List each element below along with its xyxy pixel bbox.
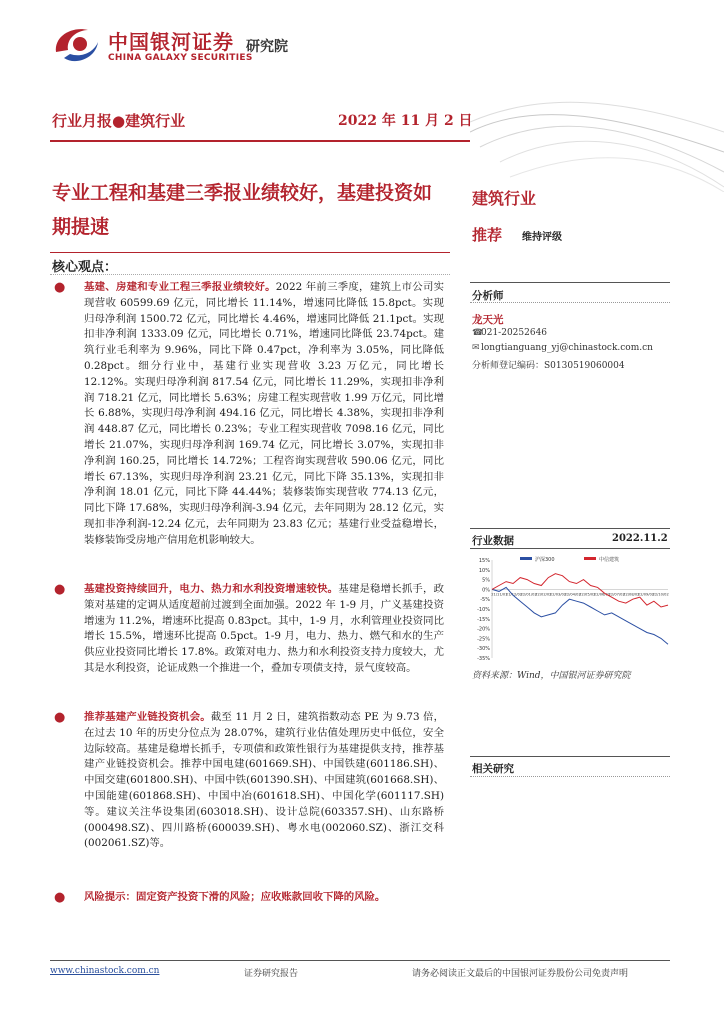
bullet-recommendation (56, 710, 444, 852)
galaxy-logo-icon (50, 22, 102, 68)
footer-disclaimer: 请务必阅读正文最后的中国银河证券股份公司免责声明 (412, 969, 629, 979)
bullet-lead: 基建投资持续回升，电力、热力和水利投资增速较快。 (84, 583, 339, 595)
bullet-risk (56, 890, 444, 906)
y-tick-label: -25% (477, 636, 490, 643)
legend-label: 中信建筑 (599, 557, 620, 563)
analyst-heading: 分析师 (472, 290, 504, 302)
x-tick-label: 22/03/02 (549, 592, 567, 597)
y-tick-label: 5% (482, 577, 490, 584)
sidebar-industry: 建筑行业 (472, 189, 537, 208)
analyst-registration: 分析师登记编码：S0130519060004 (472, 361, 625, 371)
related-research-heading: 相关研究 (472, 763, 514, 775)
market-data-date: 2022.11.2 (612, 533, 668, 544)
bullet-dot-icon: ● (54, 582, 66, 597)
email-text[interactable]: longtianguang_yj@chinastock.com.cn (481, 343, 653, 353)
sidebar-divider (470, 776, 670, 777)
analyst-phone (472, 328, 547, 338)
institute-label: 研究院 (246, 39, 288, 55)
title-divider (50, 252, 450, 253)
bullet-dot-icon: ● (54, 280, 66, 295)
report-type: 行业月报●建筑行业 (52, 112, 186, 130)
legend-swatch (520, 557, 532, 560)
footer-report-label: 证券研究报告 (244, 969, 299, 979)
bullet-body: 基建是稳增长抓手，政策对基建的定调从适度超前过渡到全面加强。2022 年 1-9 月，广义基建投资增速为 11.2%，增速环比提高 0.83pct。其中，1-9 月，水利管理业投资同比增长 15.5%，增速环比提高 0.5pct。1-9 月，电力、热力、燃气和水的生产供应业投资同比增长 17.8%。政策对电力、热力和水利投资支持力度较大，尤其是水利投资，论证成熟一个推进一个，叠加专项债支持，景气度较高。 (84, 583, 445, 674)
x-tick-label: 22/05/02 (579, 592, 596, 597)
footer-website-link[interactable]: www.chinastock.com.cn (50, 966, 160, 976)
bullet-body: 截至 11 月 2 日，建筑指数动态 PE 为 9.73 倍，在过去 10 年的历史分位点为 28.07%，建筑行业估值处理历史中低位，安全边际较高。基建是稳增长抓手，专项债和政策性银行为基建提供支持，推荐基建产业链投资机会。推荐中国电建(601669.SH)、中国铁建(601186.SH)、中国交建(601800.SH)、中国中铁(601390.SH)、中国建筑(601668.SH)、中国能建(601868.SH)、中国中冶(601618.SH)、中国化学(601117.SH)等。建议关注华设集团(603018.SH)、设计总院(603357.SH)、山东路桥(000498.SZ)、四川路桥(600039.SH)、粤水电(002060.SZ)、浙江交科(002061.SZ)等。 (84, 711, 445, 850)
rating-label: 推荐 (472, 226, 503, 244)
y-tick-label: -5% (480, 597, 490, 604)
core-view-heading: 核心观点： (52, 260, 118, 275)
footer-divider (50, 960, 670, 961)
sidebar-divider (470, 528, 670, 529)
bullet-lead: 基建、房建和专业工程三季报业绩较好。 (84, 281, 276, 293)
analyst-email[interactable] (472, 343, 653, 353)
bullet-lead: 推荐基建产业链投资机会。 (84, 711, 211, 723)
rating-note: 维持评级 (522, 232, 562, 243)
bullet-lead: 风险提示：固定资产投资下滑的风险；应收账款回收下降的风险。 (84, 891, 386, 903)
legend-label: 沪深300 (535, 557, 555, 563)
phone-text: 021-20252646 (481, 328, 548, 338)
sidebar-divider (470, 302, 670, 303)
bullet-dot-icon: ● (54, 710, 66, 725)
relative-performance-chart (470, 554, 672, 664)
y-tick-label: 15% (478, 558, 490, 564)
y-tick-label: 0% (482, 587, 490, 594)
bullet-performance (56, 280, 444, 549)
chart-source: 资料来源：Wind，中国银河证券研究院 (472, 671, 631, 681)
company-logo (50, 22, 340, 72)
y-tick-label: -15% (477, 616, 490, 623)
sidebar-divider (470, 282, 670, 283)
bullet-dot-icon: ● (54, 890, 66, 905)
bullet-body: 2022 年前三季度，建筑上市公司实现营收 60599.69 亿元，同比增长 11.14%，增速同比降低 15.8pct。实现归母净利润 1500.72 亿元，同比增长 4.46%，增速同比降低 21.1pct。实现扣非净利润 1333.09 亿元，同比增长 0.71%，增速同比降低 23.74pct。建筑行业毛利率为 9.96%，同比下降 0.47pct，净利率为 3.05%，同比降低 0.28pct。细分行业中，基建行业实现营收 3.23 万亿元，同比增长 12.12%。实现归母净利润 817.54 亿元，同比增长 11.29%，实现扣非净利润 718.21 亿元，同比增长 5.63%；房建工程实现营收 1.99 万亿元，同比增长 6.88%，实现归母净利润 494.16 亿元，同比增长 4.38%，实现扣非净利润 448.87 亿元，同比增长 0.23%；专业工程实现营收 7098.16 亿元，同比增长 21.07%，实现归母净利润 169.74 亿元，同比增长 3.07%，实现扣非净利润 160.25，同比增长 14.72%；工程咨询实现营收 590.06 亿元，同比增长 67.13%，实现归母净利润 23.21 亿元，同比下降 35.13%，实现扣非净利润 18.01 亿元，同比下降 44.44%；装修装饰实现营收 774.13 亿元，同比下降 17.68%，实现归母净利润-3.94 亿元，去年同期为 28.12 亿元，实现扣非净利润-12.24 亿元，去年同期为 23.83 亿元；基建行业受益稳增长，装修装饰受房地产信用危机影响较大。 (84, 281, 445, 546)
y-tick-label: -20% (477, 626, 490, 633)
sidebar-divider (470, 548, 670, 549)
logo-chinese-name: 中国银河证券 (108, 30, 234, 54)
sidebar-divider (470, 756, 670, 757)
y-tick-label: -30% (477, 646, 490, 653)
x-tick-label: 21/11/01 (491, 592, 508, 597)
x-tick-label: 21/12/02 (505, 592, 523, 597)
analyst-name: 龙天光 (472, 314, 504, 326)
phone-icon: ☎ (472, 328, 484, 338)
x-tick-label: 22/09/02 (637, 592, 655, 597)
report-title: 专业工程和基建三季报业绩较好，基建投资如期提速 (52, 182, 433, 238)
report-date: 2022 年 11 月 2 日 (338, 113, 473, 129)
decorative-swirl-icon (470, 92, 724, 192)
x-tick-label: 22/01/02 (520, 592, 537, 597)
legend-swatch (584, 557, 596, 560)
bullet-infrastructure (56, 582, 444, 677)
core-divider (50, 274, 450, 275)
y-tick-label: -10% (477, 607, 490, 613)
x-tick-label: 22/08/02 (623, 592, 640, 597)
mail-icon: ✉ (472, 343, 480, 353)
y-tick-label: -35% (477, 656, 490, 662)
x-tick-label: 22/02/02 (535, 592, 552, 597)
market-data-heading: 行业数据 (472, 535, 514, 547)
x-tick-label: 22/07/02 (608, 592, 625, 597)
y-tick-label: 10% (478, 567, 490, 574)
x-tick-label: 22/06/02 (593, 592, 611, 597)
x-tick-label: 22/10/02 (652, 592, 669, 597)
x-tick-label: 22/04/02 (564, 592, 581, 597)
logo-english-name: CHINA GALAXY SECURITIES (108, 53, 253, 63)
